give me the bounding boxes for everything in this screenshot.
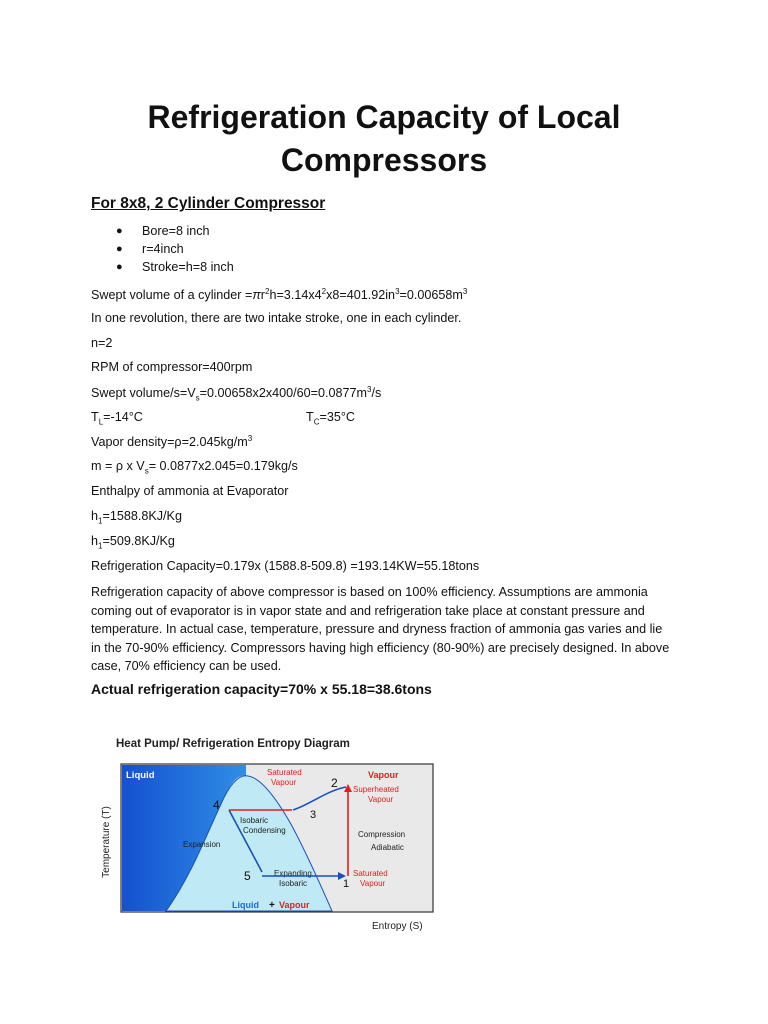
efficiency-paragraph — [91, 583, 691, 676]
swept-volume-per-second: Swept volume/$s=V_s=0.00658x2x400/60=0.0877m^3/s$ — [91, 385, 382, 403]
bullet-dot: ● — [116, 243, 123, 255]
expansion-label: Expansion — [183, 840, 221, 849]
vapour-label: Vapour — [368, 770, 399, 780]
page-title-line1: Refrigeration Capacity of Local — [147, 99, 621, 135]
enthalpy-h1-liquid: $h_1=509.8KJ/Kg$ — [91, 534, 175, 551]
point-2-label: 2 — [331, 776, 338, 790]
point-4-label: 4 — [213, 798, 220, 812]
mass-flow-line: m = ρ x $V_s= 0.0877x2.045=0.179kg/s$ — [91, 459, 298, 476]
swept-volume-line: Swept volume of a cylinder $=\pi r^2h=3.14x4^2x8=401.92in^3=0.00658m^3$ — [91, 287, 468, 303]
paragraph-line: temperature. In actual case, temperature, pressure and dryness fraction of ammonia gas varies and lie — [91, 622, 663, 636]
y-axis-label: Temperature (T) — [101, 806, 112, 878]
enthalpy-heading: Enthalpy of ammonia at Evaporator — [91, 484, 289, 498]
bullet-stroke: Stroke=h=8 inch — [142, 260, 234, 274]
n-line: n=2 — [91, 336, 113, 350]
page-title-line2: Compressors — [280, 142, 488, 178]
saturated-vapour-top-label: Vapour — [271, 778, 297, 787]
condenser-temperature: $T_C=35^\circ C$ — [306, 410, 355, 427]
paragraph-line: coming out of evaporator is in vapor state and and refrigeration take place at constant pressure and — [91, 603, 645, 618]
expanding-label: Expanding — [274, 869, 312, 878]
condensing-label: Condensing — [243, 826, 286, 835]
liquid-label: Liquid — [126, 770, 155, 781]
isobaric-label: Isobaric — [240, 816, 269, 825]
revolution-line: In one revolution, there are two intake stroke, one in each cylinder. — [91, 311, 462, 325]
section-heading: For 8x8, 2 Cylinder Compressor — [91, 195, 326, 212]
point-1-label: 1 — [343, 878, 350, 890]
bullet-radius: r=4inch — [142, 242, 184, 256]
rpm-line: RPM of compressor=400rpm — [91, 360, 253, 374]
vapour-bottom-label: Vapour — [279, 900, 310, 910]
entropy-diagram — [96, 726, 436, 934]
paragraph-line: case, 70% efficiency can be used. — [91, 659, 282, 673]
bullet-dot: ● — [116, 225, 123, 237]
saturated-vapour-bottom-label: Saturated — [353, 869, 388, 878]
actual-capacity-line: Actual refrigeration capacity=70% x 55.18=38.6tons — [91, 681, 432, 697]
liquid-bottom-label: Liquid — [232, 900, 259, 910]
x-axis-label: Entropy (S) — [372, 921, 423, 932]
point-5-label: 5 — [244, 869, 251, 883]
superheated-label: Vapour — [368, 795, 394, 804]
bullet-dot: ● — [116, 261, 123, 273]
saturated-vapour-bottom-label: Vapour — [360, 879, 386, 888]
paragraph-line: Refrigeration capacity of above compressor is based on 100% efficiency. Assumptions are ammonia — [91, 585, 648, 599]
superheated-label: Superheated — [353, 785, 399, 794]
saturated-vapour-top-label: Saturated — [267, 768, 302, 777]
adiabatic-label: Adiabatic — [371, 843, 404, 852]
bullet-bore: Bore=8 inch — [142, 224, 210, 238]
plus-label: + — [269, 900, 275, 911]
paragraph-line: in the 70-90% efficiency. Compressors having high efficiency (80-90%) are precisely designed. In above — [91, 640, 670, 655]
enthalpy-h1-evaporator: $h_1=1588.8KJ/Kg$ — [91, 509, 182, 526]
low-temperature: $T_L=-14^\circ C$ — [91, 410, 143, 427]
vapor-density-line: Vapor $density=\rho=2.045kg/m^3$ — [91, 434, 253, 450]
diagram-title: Heat Pump/ Refrigeration Entropy Diagram — [116, 738, 350, 750]
refrigeration-capacity-line: Refrigeration Capacity=0.179x (1588.8-509.8) =193.14KW=55.18tons — [91, 559, 480, 573]
compression-label: Compression — [358, 830, 406, 839]
isobaric-bottom-label: Isobaric — [279, 879, 308, 888]
point-3-label: 3 — [310, 809, 317, 821]
